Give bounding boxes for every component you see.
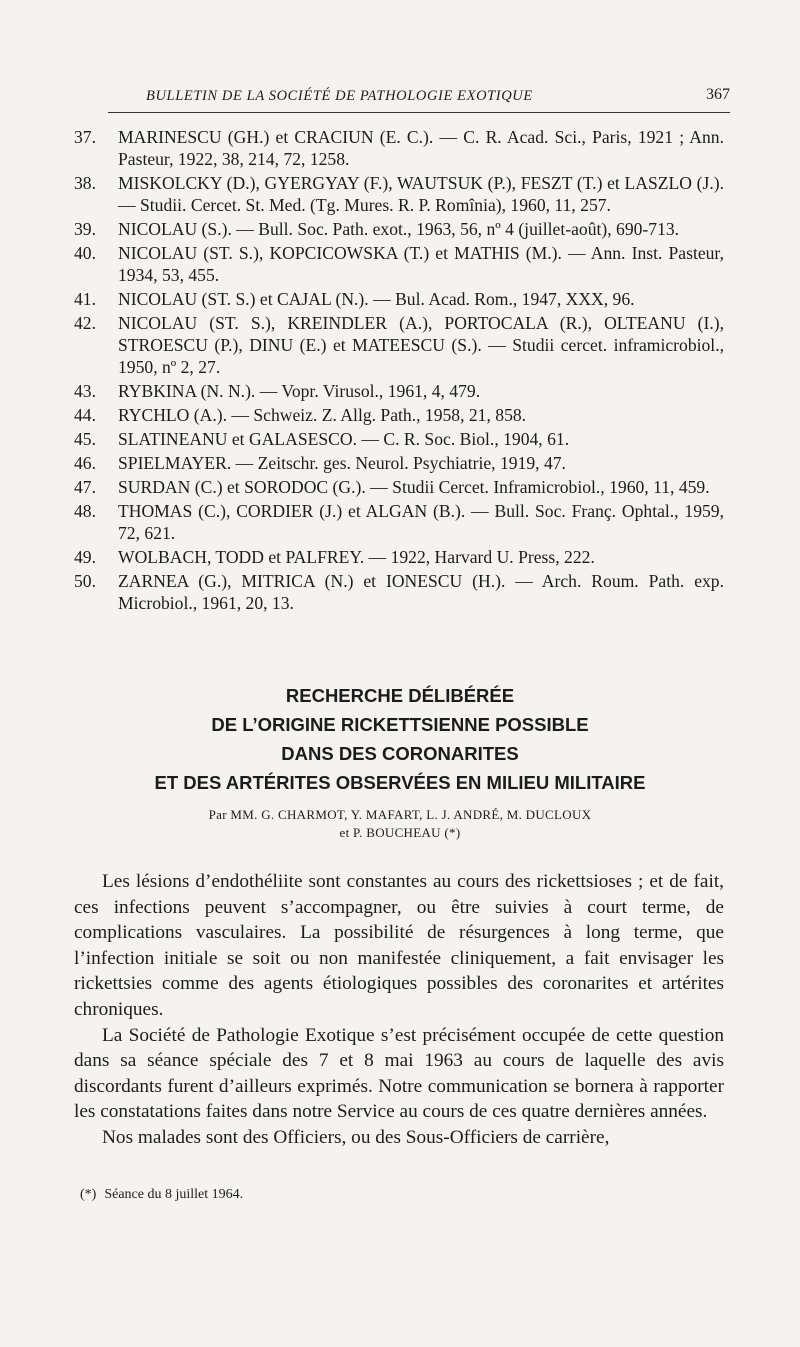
reference-item <box>74 546 724 568</box>
reference-text: MISKOLCKY (D.), GYERGYAY (F.), WAUTSUK (P.), FESZT (T.) et LASZLO (J.). — Studii. Cercet. St. Med. (Tg. Mures. R. P. Romînia), 1960, 11, 257. <box>118 173 724 215</box>
reference-text: MARINESCU (GH.) et CRACIUN (E. C.). — C. R. Acad. Sci., Paris, 1921 ; Ann. Pasteur, 1922, 38, 214, 72, 1258. <box>118 127 724 169</box>
title-line: RECHERCHE DÉLIBÉRÉE <box>285 685 515 706</box>
footnote-mark: (*) <box>80 1187 97 1202</box>
reference-text: RYCHLO (A.). — Schweiz. Z. Allg. Path., 1958, 21, 858. <box>118 405 527 425</box>
authors-line: et P. BOUCHEAU (*) <box>339 825 461 840</box>
reference-item <box>74 428 724 450</box>
page-number: 367 <box>706 86 730 103</box>
reference-item <box>74 404 724 426</box>
reference-text: SPIELMAYER. — Zeitschr. ges. Neurol. Psychiatrie, 1919, 47. <box>118 453 566 473</box>
reference-text: RYBKINA (N. N.). — Vopr. Virusol., 1961, 4, 479. <box>118 381 481 401</box>
reference-text: NICOLAU (ST. S.), KOPCICOWSKA (T.) et MATHIS (M.). — Ann. Inst. Pasteur, 1934, 53, 455. <box>118 243 724 285</box>
reference-number: 44. <box>74 405 96 425</box>
reference-item <box>74 288 724 310</box>
reference-list <box>74 126 724 616</box>
title-line: ET DES ARTÉRITES OBSERVÉES EN MILIEU MILITAIRE <box>154 772 646 793</box>
reference-number: 38. <box>74 173 96 193</box>
reference-number: 43. <box>74 381 96 401</box>
reference-text: NICOLAU (S.). — Bull. Soc. Path. exot., 1963, 56, nº 4 (juillet-août), 690-713. <box>118 219 680 239</box>
reference-number: 40. <box>74 243 96 263</box>
article-title <box>60 681 740 797</box>
reference-item <box>74 172 724 216</box>
reference-item <box>74 126 724 170</box>
journal-title: BULLETIN DE LA SOCIÉTÉ DE PATHOLOGIE EXOTIQUE <box>146 88 533 104</box>
body-paragraph: Les lésions d’endothéliite sont constantes au cours des rickettsioses ; et de fait, ces infections peuvent s’accompagner, ou être suivies à court terme, de complications vasculaires. La possibilité de résurgences à long terme, que l’infection initiale se soit ou non manifestée cliniquement, a fait envisager les rickettsies comme des agents étiologiques possibles des coronarites et artérites chroniques. <box>74 871 724 1020</box>
title-line: DE L’ORIGINE RICKETTSIENNE POSSIBLE <box>211 714 589 735</box>
reference-number: 49. <box>74 547 96 567</box>
running-header <box>108 86 730 113</box>
reference-text: NICOLAU (ST. S.) et CAJAL (N.). — Bul. Acad. Rom., 1947, XXX, 96. <box>118 289 635 309</box>
reference-item <box>74 452 724 474</box>
reference-item <box>74 218 724 240</box>
reference-item <box>74 570 724 614</box>
reference-number: 48. <box>74 501 96 521</box>
reference-item <box>74 242 724 286</box>
reference-number: 50. <box>74 571 96 591</box>
reference-text: THOMAS (C.), CORDIER (J.) et ALGAN (B.). — Bull. Soc. Franç. Ophtal., 1959, 72, 621. <box>118 501 724 543</box>
footnote-text: Séance du 8 juillet 1964. <box>104 1187 244 1202</box>
reference-number: 42. <box>74 313 96 333</box>
reference-number: 39. <box>74 219 96 239</box>
reference-text: ZARNEA (G.), MITRICA (N.) et IONESCU (H.). — Arch. Roum. Path. exp. Microbiol., 1961, 20, 13. <box>118 571 724 613</box>
reference-number: 45. <box>74 429 96 449</box>
authors-line: Par MM. G. CHARMOT, Y. MAFART, L. J. ANDRÉ, M. DUCLOUX <box>208 807 592 822</box>
reference-number: 46. <box>74 453 96 473</box>
reference-item <box>74 500 724 544</box>
reference-text: SLATINEANU et GALASESCO. — C. R. Soc. Biol., 1904, 61. <box>118 429 570 449</box>
reference-number: 41. <box>74 289 96 309</box>
reference-text: WOLBACH, TODD et PALFREY. — 1922, Harvard U. Press, 222. <box>118 547 595 567</box>
footnote <box>80 1187 243 1203</box>
reference-number: 47. <box>74 477 96 497</box>
article-body <box>74 869 724 1151</box>
reference-text: SURDAN (C.) et SORODOC (G.). — Studii Cercet. Inframicrobiol., 1960, 11, 459. <box>118 477 710 497</box>
reference-item <box>74 476 724 498</box>
reference-number: 37. <box>74 127 96 147</box>
author-byline <box>60 806 740 842</box>
title-line: DANS DES CORONARITES <box>281 743 519 764</box>
reference-item <box>74 312 724 378</box>
body-paragraph: Nos malades sont des Officiers, ou des Sous-Officiers de carrière, <box>102 1126 610 1148</box>
body-paragraph: La Société de Pathologie Exotique s’est précisément occupée de cette question dans sa séance spéciale des 7 et 8 mai 1963 au cours de laquelle des avis discordants furent d’ailleurs exprimés. Notre communication se bornera à rapporter les constatations faites dans notre Service au cours de ces quatre dernières années. <box>74 1024 724 1123</box>
reference-text: NICOLAU (ST. S.), KREINDLER (A.), PORTOCALA (R.), OLTEANU (I.), STROESCU (P.), DINU (E.) et MATEESCU (S.). — Studii cercet. inframicrobiol., 1950, nº 2, 27. <box>118 313 724 377</box>
reference-item <box>74 380 724 402</box>
